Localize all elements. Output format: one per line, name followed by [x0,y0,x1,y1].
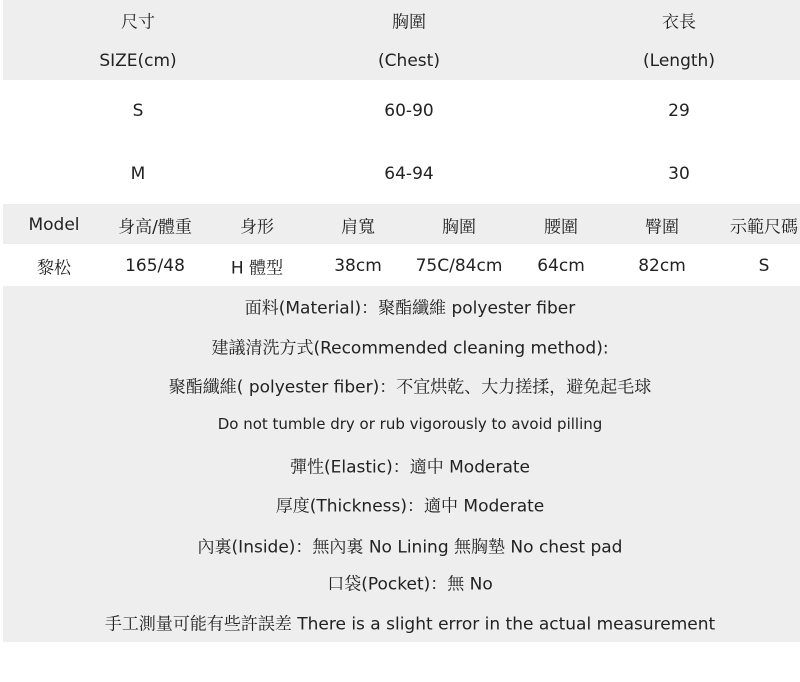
model-header-shoulder: 肩寬 [341,217,375,238]
model-header-waist: 腰圍 [544,217,578,238]
model-value-size-worn: S [758,256,770,276]
thickness-note: 厚度(Thickness)：適中 Moderate [275,496,545,517]
size-row-s-size: S [132,101,144,121]
model-value-chest: 75C/84cm [415,256,503,276]
model-value-hip: 82cm [638,256,686,276]
chest-header-zh: 胸圍 [392,12,426,33]
model-header-chest: 胸圍 [442,217,476,238]
model-header-model: Model [28,215,80,235]
model-header-body-shape: 身形 [240,217,274,238]
inside-lining-note: 內裏(Inside)：無內裏 No Lining 無胸墊 No chest pad [197,537,623,558]
model-value-body-shape: H 體型 [230,258,284,279]
model-value-height-weight: 165/48 [125,256,185,276]
material-note: 面料(Material)：聚酯纖維 polyester fiber [244,298,576,319]
size-row-s-length: 29 [668,101,690,121]
size-row-m-length: 30 [668,164,690,184]
pocket-note: 口袋(Pocket)：無 No [327,574,493,595]
model-value-waist: 64cm [537,256,585,276]
cleaning-instruction-en: Do not tumble dry or rub vigorously to avoid pilling [217,415,603,433]
cleaning-method-heading: 建議清洗方式(Recommended cleaning method): [211,338,609,359]
model-header-size-worn: 示範尺碼 [730,217,798,238]
length-header-en: (Length) [643,51,715,71]
size-header-zh: 尺寸 [121,12,155,33]
chest-header-en: (Chest) [378,51,440,71]
model-header-height-weight: 身高/體重 [118,217,192,238]
size-header-en: SIZE(cm) [99,51,177,71]
size-row-s-chest: 60-90 [384,101,434,121]
model-value-shoulder: 38cm [334,256,382,276]
model-header-hip: 臀圍 [645,217,679,238]
size-row-m-chest: 64-94 [384,164,434,184]
model-value-name: 黎松 [37,258,71,279]
measurement-error-note: 手工測量可能有些許誤差 There is a slight error in the actual measurement [104,614,716,635]
size-row-m-size: M [130,164,146,184]
cleaning-instruction-zh: 聚酯纖維( polyester fiber)：不宜烘乾、大力搓揉，避免起毛球 [168,377,652,398]
length-header-zh: 衣長 [662,12,696,33]
elastic-note: 彈性(Elastic)：適中 Moderate [290,457,530,478]
